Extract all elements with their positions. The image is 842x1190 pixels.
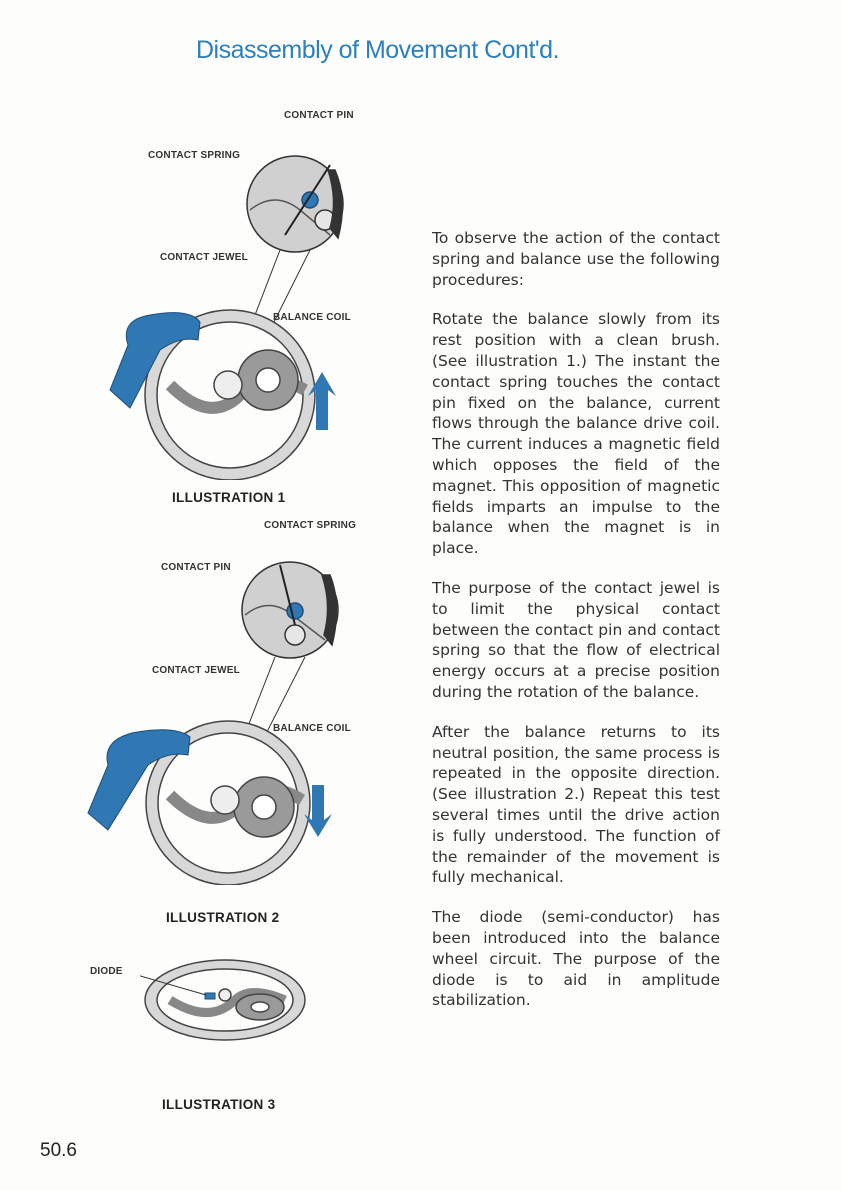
illustration-1-label-contact-spring: CONTACT SPRING <box>148 150 241 161</box>
illustration-2-diagram <box>80 545 360 885</box>
illustration-2-label-contact-jewel: CONTACT JEWEL <box>152 665 240 676</box>
illustration-2-label-balance-coil: BALANCE COIL <box>273 723 351 734</box>
diode-component <box>205 993 215 999</box>
paragraph-rotate-balance: Rotate the balance slowly from its rest position with a clean brush. (See illustration 1.) The instant the contact spring touches the contact pin fixed on the balance, current flows through the balance drive coil. The current induces a magnetic field which opposes the field of the magnet. This opposition of magnetic fields imparts an impulse to the balance when the magnet is in place. <box>432 310 720 558</box>
paragraph-intro: To observe the action of the contact spring and balance use the following procedures: <box>432 229 720 289</box>
detail-magnifier-circle <box>242 562 338 658</box>
page-number: 50.6 <box>40 1140 77 1161</box>
paragraph-diode: The diode (semi-conductor) has been introduced into the balance wheel circuit. The purpose of the diode is to aid in amplitude stabilization. <box>432 908 720 1010</box>
illustration-3-label-diode: DIODE <box>90 966 123 977</box>
illustration-1-label-balance-coil: BALANCE COIL <box>273 312 351 323</box>
illustration-1-label-contact-pin: CONTACT PIN <box>284 110 354 121</box>
illustration-3-diagram <box>140 955 320 1055</box>
paragraph-contact-jewel: The purpose of the contact jewel is to limit the physical contact between the contact pin and contact spring so that the flow of electrical energy occurs at a precise position during the rotation of the balance. <box>432 578 720 701</box>
body-text-column <box>432 228 720 1030</box>
paragraph-neutral-position: After the balance returns to its neutral position, the same process is repeated in the opposite direction. (See illustration 2.) Repeat this test several times until the drive action is fully understood. The function of the remainder of the movement is fully mechanical. <box>432 722 720 887</box>
illustration-1-label-contact-jewel: CONTACT JEWEL <box>160 252 248 263</box>
illustration-1-diagram <box>90 140 360 480</box>
illustration-2-label-contact-spring: CONTACT SPRING <box>264 520 357 531</box>
detail-magnifier-circle <box>247 156 343 252</box>
balance-wheel <box>145 960 305 1040</box>
illustration-3-caption: ILLUSTRATION 3 <box>162 1097 276 1112</box>
illustration-1-caption: ILLUSTRATION 1 <box>172 490 286 505</box>
illustration-2-label-contact-pin: CONTACT PIN <box>161 562 231 573</box>
page-title: Disassembly of Movement Cont'd. <box>196 36 560 64</box>
illustration-2-caption: ILLUSTRATION 2 <box>166 910 280 925</box>
